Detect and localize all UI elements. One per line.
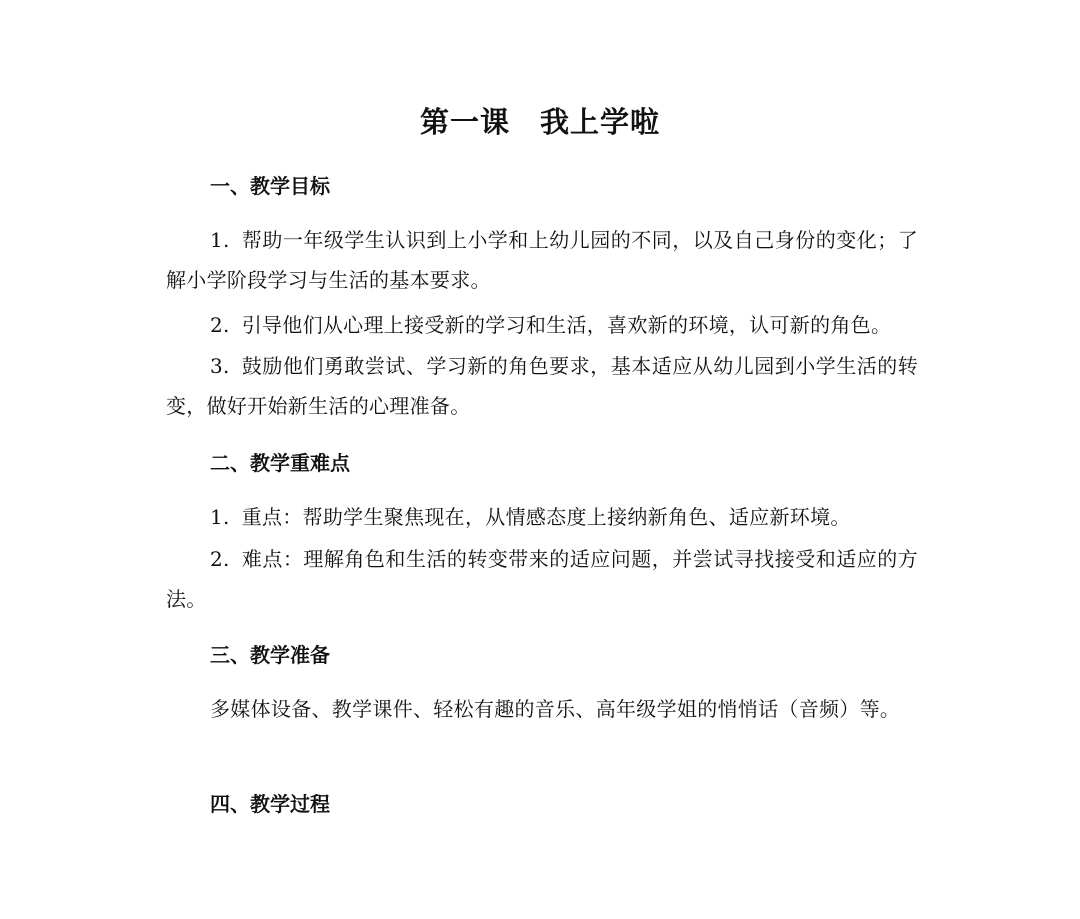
section-heading-objectives: 一、教学目标: [210, 174, 330, 198]
key-point-item-1: [166, 497, 918, 537]
section-heading-process: 四、教学过程: [210, 792, 330, 816]
item-number: 1.: [210, 228, 230, 252]
item-number: 2.: [210, 313, 230, 337]
item-number: 2.: [210, 547, 230, 571]
item-text: 鼓励他们勇敢尝试、学习新的角色要求，基本适应从幼儿园到小学生活的转变，做好开始新生活的心理准备。: [166, 354, 918, 418]
item-text: 引导他们从心理上接受新的学习和生活，喜欢新的环境，认可新的角色。: [241, 313, 892, 337]
item-number: 3.: [210, 354, 230, 378]
item-text: 多媒体设备、教学课件、轻松有趣的音乐、高年级学姐的悄悄话（音频）等。: [210, 697, 901, 721]
objective-item-1: [166, 220, 918, 300]
item-text: 重点：帮助学生聚焦现在，从情感态度上接纳新角色、适应新环境。: [241, 505, 851, 529]
key-point-item-2: [166, 539, 918, 619]
preparation-paragraph: [166, 689, 918, 729]
document-title: 第一课 我上学啦: [419, 105, 660, 139]
section-heading-preparation: 三、教学准备: [210, 643, 330, 667]
item-text: 难点：理解角色和生活的转变带来的适应问题，并尝试寻找接受和适应的方法。: [166, 547, 918, 611]
item-number: 1.: [210, 505, 230, 529]
objective-item-3: [166, 346, 918, 426]
section-heading-key-points: 二、教学重难点: [210, 451, 350, 475]
objective-item-2: [166, 305, 918, 345]
item-text: 帮助一年级学生认识到上小学和上幼儿园的不同，以及自己身份的变化；了解小学阶段学习与生活的基本要求。: [166, 228, 918, 292]
